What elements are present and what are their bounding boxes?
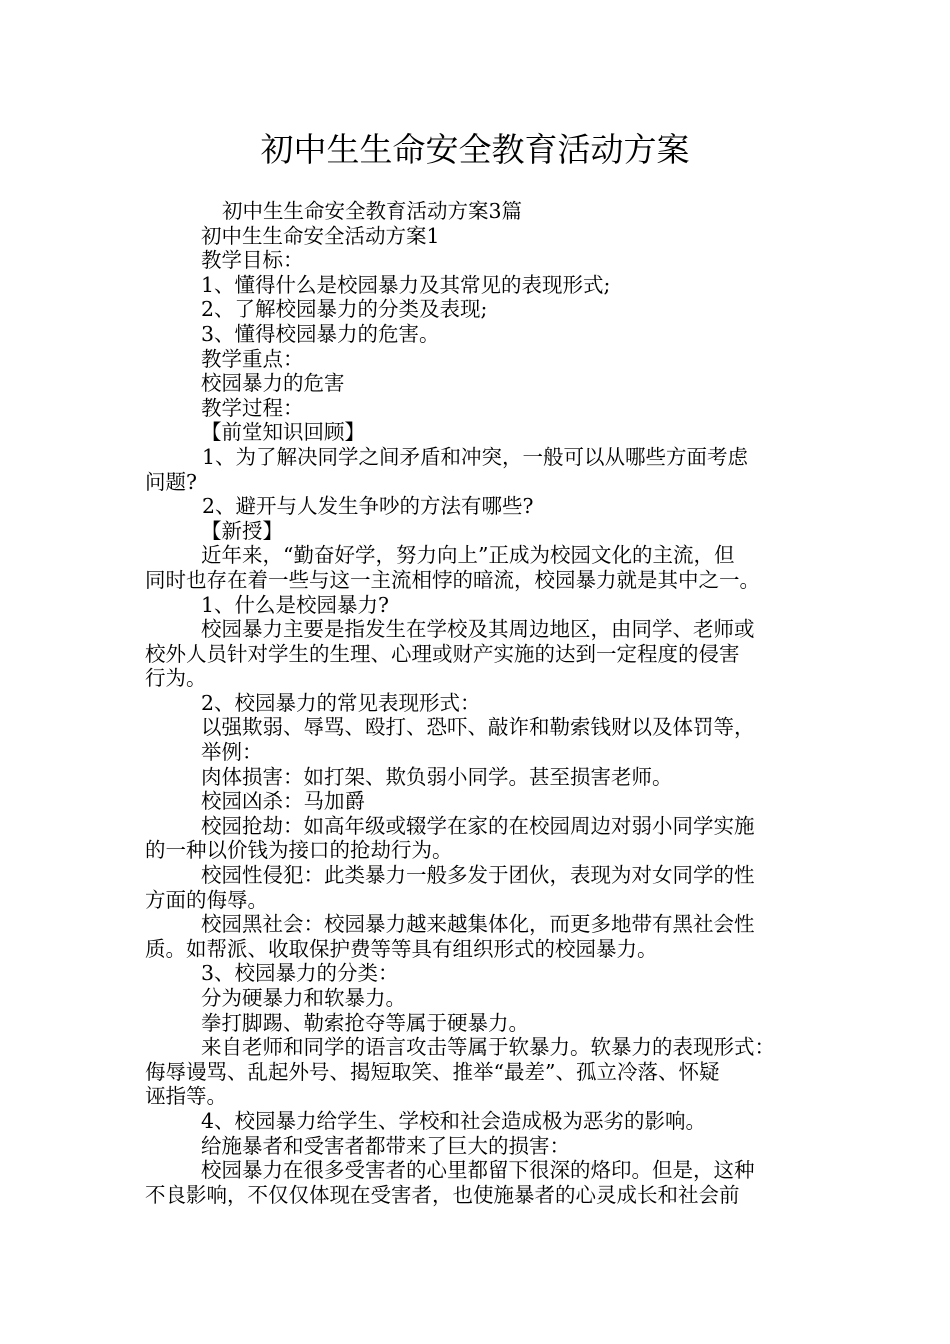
body-line: 教学重点： xyxy=(201,346,304,371)
body-line: 肉体损害：如打架、欺负弱小同学。甚至损害老师。 xyxy=(201,764,673,789)
body-line: 校园抢劫：如高年级或辍学在家的在校园周边对弱小同学实施 xyxy=(201,813,755,838)
body-line: 侮辱谩骂、乱起外号、揭短取笑、推举“最差”、孤立冷落、怀疑 xyxy=(145,1059,720,1084)
document-title: 初中生生命安全教育活动方案 xyxy=(260,130,690,169)
body-line: 2、校园暴力的常见表现形式： xyxy=(201,690,481,715)
body-line: 1、懂得什么是校园暴力及其常见的表现形式; xyxy=(201,272,611,297)
body-line: 以强欺弱、辱骂、殴打、恐吓、敲诈和勒索钱财以及体罚等， xyxy=(201,715,755,740)
body-line: 问题? xyxy=(145,469,197,494)
body-line: 来自老师和同学的语言攻击等属于软暴力。软暴力的表现形式： xyxy=(201,1035,775,1060)
body-line: 1、什么是校园暴力? xyxy=(201,592,390,617)
body-line: 的一种以价钱为接口的抢劫行为。 xyxy=(145,838,453,863)
body-line: 同时也存在着一些与这一主流相悖的暗流，校园暴力就是其中之一。 xyxy=(145,567,760,592)
body-line: 校园暴力在很多受害者的心里都留下很深的烙印。但是，这种 xyxy=(201,1158,755,1183)
body-line: 3、懂得校园暴力的危害。 xyxy=(201,321,440,346)
body-line: 不良影响，不仅仅体现在受害者，也使施暴者的心灵成长和社会前 xyxy=(145,1182,740,1207)
body-line: 质。如帮派、收取保护费等等具有组织形式的校园暴力。 xyxy=(145,936,658,961)
body-line: 近年来，“勤奋好学，努力向上”正成为校园文化的主流，但 xyxy=(201,543,735,568)
body-line: 初中生生命安全活动方案1 xyxy=(201,223,440,248)
body-line: 【新授】 xyxy=(201,518,283,543)
body-line: 3、校园暴力的分类： xyxy=(201,961,399,986)
body-line: 校园性侵犯：此类暴力一般多发于团伙，表现为对女同学的性 xyxy=(201,863,755,888)
body-line: 校外人员针对学生的生理、心理或财产实施的达到一定程度的侵害 xyxy=(145,641,740,666)
body-line: 给施暴者和受害者都带来了巨大的损害： xyxy=(201,1133,570,1158)
body-line: 举例： xyxy=(201,740,263,765)
body-line: 方面的侮辱。 xyxy=(145,887,268,912)
body-line: 【前堂知识回顾】 xyxy=(201,420,365,445)
body-line: 校园暴力的危害 xyxy=(201,371,345,396)
body-line: 初中生生命安全教育活动方案3篇 xyxy=(222,199,523,223)
document-body xyxy=(145,199,811,1207)
body-line: 分为硬暴力和软暴力。 xyxy=(201,986,406,1010)
body-line: 1、为了解决同学之间矛盾和冲突，一般可以从哪些方面考虑 xyxy=(202,444,749,469)
body-line: 教学过程： xyxy=(201,395,304,420)
body-line: 校园黑社会：校园暴力越来越集体化，而更多地带有黑社会性 xyxy=(201,912,755,937)
body-line: 校园暴力主要是指发生在学校及其周边地区，由同学、老师或 xyxy=(201,617,755,642)
body-line: 2、了解校园暴力的分类及表现; xyxy=(201,297,488,322)
body-line: 2、避开与人发生争吵的方法有哪些? xyxy=(202,494,534,519)
body-line: 4、校园暴力给学生、学校和社会造成极为恶劣的影响。 xyxy=(201,1108,707,1133)
body-line: 拳打脚踢、勒索抢夺等属于硬暴力。 xyxy=(201,1010,529,1035)
body-line: 校园凶杀：马加爵 xyxy=(201,789,365,814)
body-line: 教学目标： xyxy=(201,248,304,273)
body-line: 行为。 xyxy=(145,666,207,691)
body-line: 诬指等。 xyxy=(145,1084,227,1109)
